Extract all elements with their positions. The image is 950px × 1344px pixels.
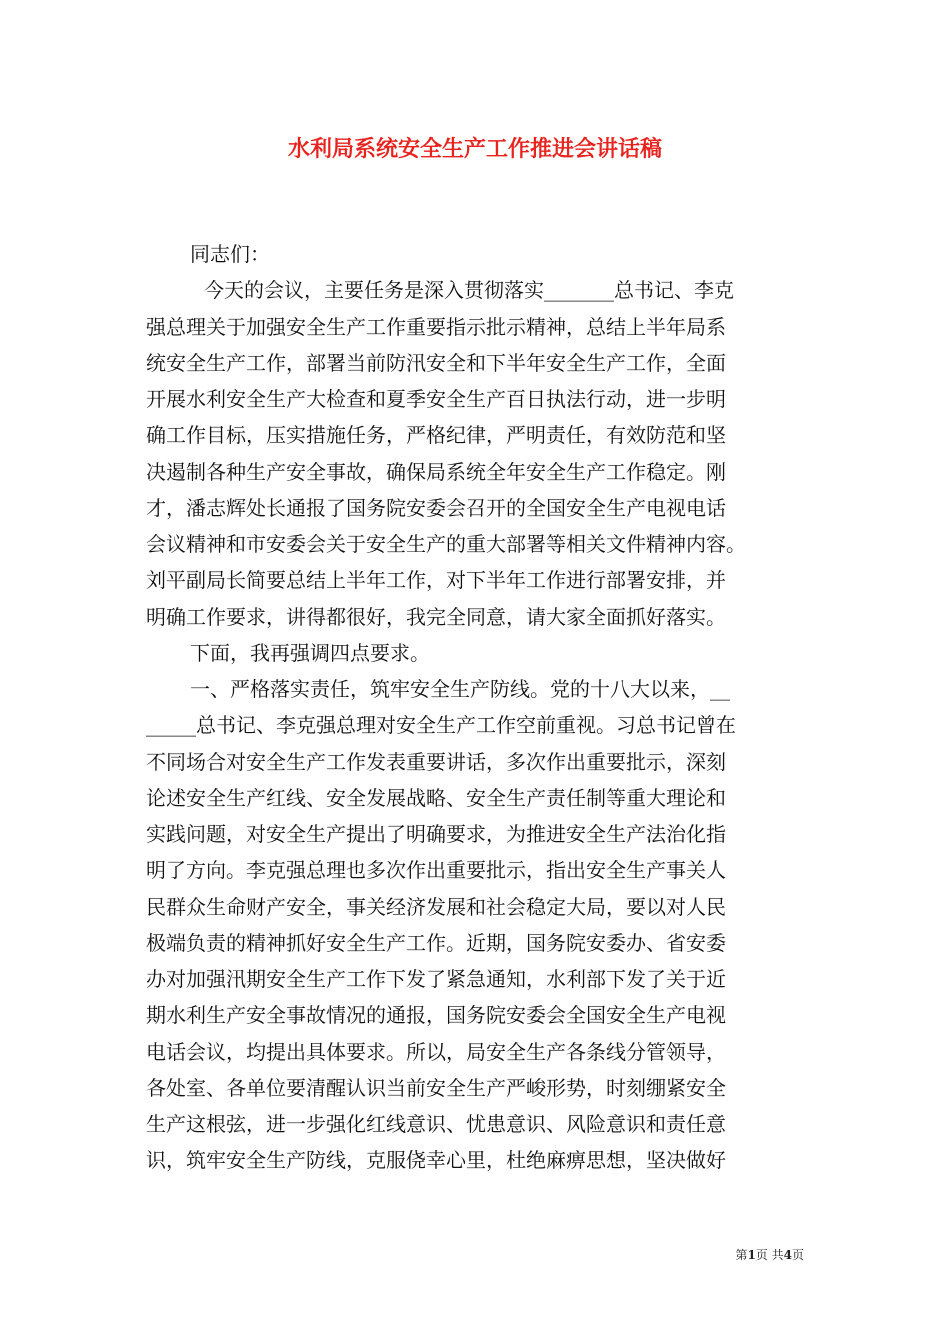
body-line: 强总理关于加强安全生产工作重要指示批示精神，总结上半年局系 (146, 314, 726, 339)
body-line: 今天的会议，主要任务是深入贯彻落实_______总书记、李克 (204, 278, 734, 303)
body-line: 确工作目标，压实措施任务，严格纪律，严明责任，有效防范和坚 (146, 423, 726, 448)
footer-page-number: 1 (747, 1248, 756, 1262)
body-line: 论述安全生产红线、安全发展战略、安全生产责任制等重大理论和 (146, 785, 726, 810)
body-line: 不同场合对安全生产工作发表重要讲话，多次作出重要批示，深刻 (146, 749, 726, 774)
body-line: 生产这根弦，进一步强化红线意识、忧患意识、风险意识和责任意 (146, 1112, 726, 1136)
body-line: 刘平副局长简要总结上半年工作，对下半年工作进行部署安排，并 (146, 568, 726, 593)
body-line: 下面，我再强调四点要求。 (190, 640, 430, 665)
body-line: 决遏制各种生产安全事故，确保局系统全年安全生产工作稳定。刚 (146, 459, 726, 484)
document-title: 水利局系统安全生产工作推进会讲话稿 (287, 136, 662, 162)
page-footer (735, 1246, 804, 1263)
footer-prefix: 第 (735, 1248, 748, 1262)
body-line: 明了方向。李克强总理也多次作出重要批示，指出安全生产事关人 (146, 858, 726, 883)
body-line: 办对加强汛期安全生产工作下发了紧急通知，水利部下发了关于近 (146, 967, 726, 991)
body-line: 统安全生产工作，部署当前防汛安全和下半年安全生产工作，全面 (146, 350, 726, 375)
body-line: 期水利生产安全事故情况的通报，国务院安委会全国安全生产电视 (146, 1003, 726, 1028)
body-line: 电话会议，均提出具体要求。所以，局安全生产各条线分管领导， (146, 1039, 726, 1064)
body-line: 才，潘志辉处长通报了国务院安委会召开的全国安全生产电视电话 (146, 495, 726, 520)
salutation: 同志们： (190, 242, 270, 266)
body-line: _____总书记、李克强总理对安全生产工作空前重视。习总书记曾在 (146, 713, 736, 738)
body-line: 一、严格落实责任，筑牢安全生产防线。党的十八大以来，__ (190, 677, 730, 701)
footer-total-pages: 4 (783, 1248, 792, 1262)
body-line: 极端负责的精神抓好安全生产工作。近期，国务院安委办、省安委 (146, 930, 726, 955)
body-line: 明确工作要求，讲得都很好，我完全同意，请大家全面抓好落实。 (146, 604, 726, 629)
body-line: 各处室、各单位要清醒认识当前安全生产严峻形势，时刻绷紧安全 (146, 1075, 726, 1100)
footer-mid: 页 共 (755, 1248, 784, 1262)
body-line: 识，筑牢安全生产防线，克服侥幸心里，杜绝麻痹思想，坚决做好 (146, 1148, 726, 1173)
body-line: 会议精神和市安委会关于安全生产的重大部署等相关文件精神内容。 (146, 532, 746, 556)
body-line: 实践问题，对安全生产提出了明确要求，为推进安全生产法治化指 (146, 822, 726, 846)
body-line: 民群众生命财产安全，事关经济发展和社会稳定大局，要以对人民 (146, 894, 726, 919)
body-line: 开展水利安全生产大检查和夏季安全生产百日执法行动，进一步明 (146, 387, 726, 411)
footer-suffix: 页 (791, 1248, 804, 1262)
